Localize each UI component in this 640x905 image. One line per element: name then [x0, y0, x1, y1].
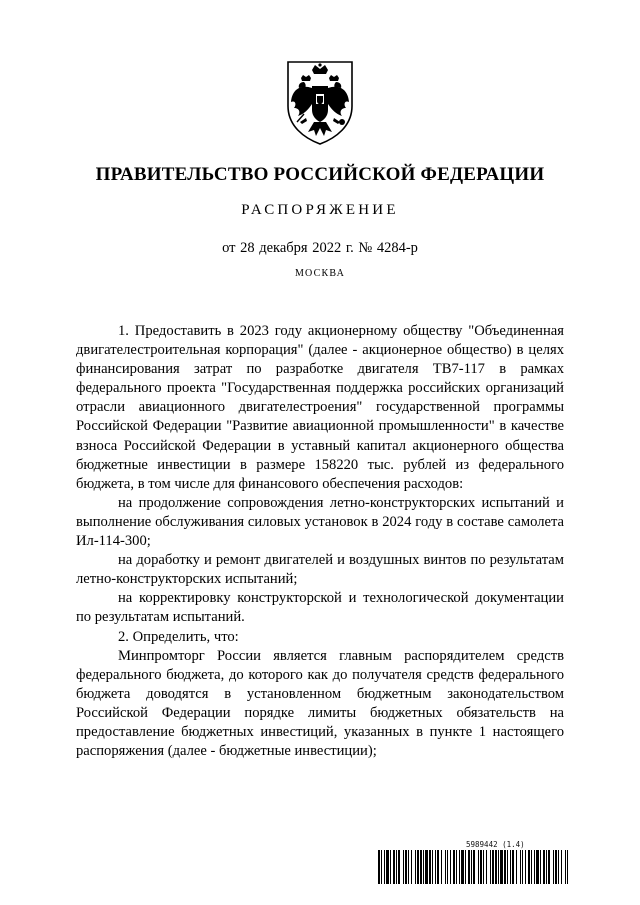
barcode-label: 5989442 (1.4) — [466, 840, 525, 849]
barcode-bar — [465, 850, 466, 884]
barcode-bar — [435, 850, 436, 884]
paragraph-4: на корректировку конструкторской и технологической документации по результатам испытаний. — [76, 590, 564, 626]
barcode-bar — [461, 850, 464, 884]
barcode-bar — [411, 850, 412, 884]
barcode-bar — [417, 850, 419, 884]
barcode-bar — [378, 850, 380, 884]
coat-of-arms-emblem-icon — [282, 58, 358, 146]
barcode-bar — [500, 850, 503, 884]
paragraph-3: на доработку и ремонт двигателей и воздушных винтов по результатам летно-конструкторских испытаний; — [76, 552, 564, 588]
date-and-number: от 28 декабря 2022 г. № 4284-р — [222, 240, 418, 256]
barcode-bar — [516, 850, 517, 884]
barcode-bar — [531, 850, 532, 884]
barcode-bar — [432, 850, 433, 884]
barcode-bar — [483, 850, 484, 884]
barcode-bar — [450, 850, 451, 884]
barcode-bar — [495, 850, 497, 884]
barcode-bar — [486, 850, 487, 884]
barcode-bar — [504, 850, 506, 884]
barcode-bar — [408, 850, 409, 884]
barcode-bar — [403, 850, 404, 884]
barcode-bar — [480, 850, 482, 884]
barcode-bar — [548, 850, 550, 884]
barcode-bar — [525, 850, 526, 884]
barcode-bar — [381, 850, 382, 884]
barcode-bar — [384, 850, 385, 884]
barcode-bar — [445, 850, 446, 884]
barcode-bar — [415, 850, 416, 884]
government-title: ПРАВИТЕЛЬСТВО РОССИЙСКОЙ ФЕДЕРАЦИИ — [95, 164, 545, 185]
barcode-bar — [423, 850, 424, 884]
barcode-bar — [546, 850, 547, 884]
document-type: РАСПОРЯЖЕНИЕ — [241, 202, 399, 218]
barcode-bar — [536, 850, 539, 884]
barcode-bar — [561, 850, 562, 884]
barcode-bar — [425, 850, 428, 884]
barcode-bar — [522, 850, 523, 884]
barcode-bar — [555, 850, 557, 884]
barcode-bar — [393, 850, 395, 884]
barcode-bar — [565, 850, 566, 884]
barcode-block — [378, 840, 568, 884]
barcode-bar — [390, 850, 391, 884]
barcode-bar — [498, 850, 499, 884]
barcode-bar — [507, 850, 508, 884]
barcode-bar — [471, 850, 472, 884]
barcode-bar — [456, 850, 457, 884]
barcode-bar — [528, 850, 530, 884]
barcode-bar — [543, 850, 545, 884]
barcode-bar — [478, 850, 479, 884]
barcode-bar — [437, 850, 439, 884]
barcode-bar — [405, 850, 407, 884]
barcode-bar — [534, 850, 535, 884]
paragraph-6: Минпромторг России является главным распорядителем средств федерального бюджета, до которого как до получателя средств федерального бюджета доводятся в установленном бюджетным законодательством Российской Федерации порядке лимиты бюджетных обязательств на предоставление бюджетных инвестиций, указанных в пункте 1 настоящего распоряжения (далее - бюджетные инвестиции); — [76, 647, 564, 760]
barcode-bar — [540, 850, 541, 884]
barcode-bar — [490, 850, 491, 884]
barcode-bar — [512, 850, 514, 884]
barcode-bar — [492, 850, 494, 884]
document-body — [76, 322, 564, 761]
barcode-bar — [520, 850, 521, 884]
barcode-bar — [553, 850, 554, 884]
barcode-bar — [447, 850, 448, 884]
barcode-bar — [473, 850, 475, 884]
paragraph-2: на продолжение сопровождения летно-конструкторских испытаний и выполнение обслуживания силовых установок в 2024 году в составе самолета Ил-114-300; — [76, 494, 564, 550]
barcode-bar — [398, 850, 400, 884]
paragraph-5: 2. Определить, что: — [118, 628, 239, 645]
barcode-bar — [396, 850, 397, 884]
barcode-bar — [441, 850, 442, 884]
barcode-bar — [429, 850, 431, 884]
barcode-icon — [378, 850, 568, 884]
barcode-bar — [510, 850, 511, 884]
barcode-bar — [468, 850, 470, 884]
barcode-bar — [386, 850, 389, 884]
city-name: МОСКВА — [294, 268, 346, 279]
barcode-bar — [459, 850, 460, 884]
paragraph-1: 1. Предоставить в 2023 году акционерному обществу "Объединенная двигателестроительная корпорация" (далее - акционерное общество) в целях финансирования затрат по разработке двигателя ТВ7-117 в рамках федерального проекта "Государственная поддержка российских организаций отрасли авиационного двигателестроения" государственной программы Российской Федерации "Развитие авиационной промышленности" в качестве взноса Российской Федерации в уставный капитал акционерного общества бюджетные инвестиции в размере 158220 тыс. рублей из федерального бюджета, в том числе для финансового обеспечения расходов: — [76, 323, 564, 492]
barcode-bar — [558, 850, 559, 884]
barcode-bar — [453, 850, 455, 884]
barcode-bar — [567, 850, 568, 884]
barcode-bar — [420, 850, 422, 884]
